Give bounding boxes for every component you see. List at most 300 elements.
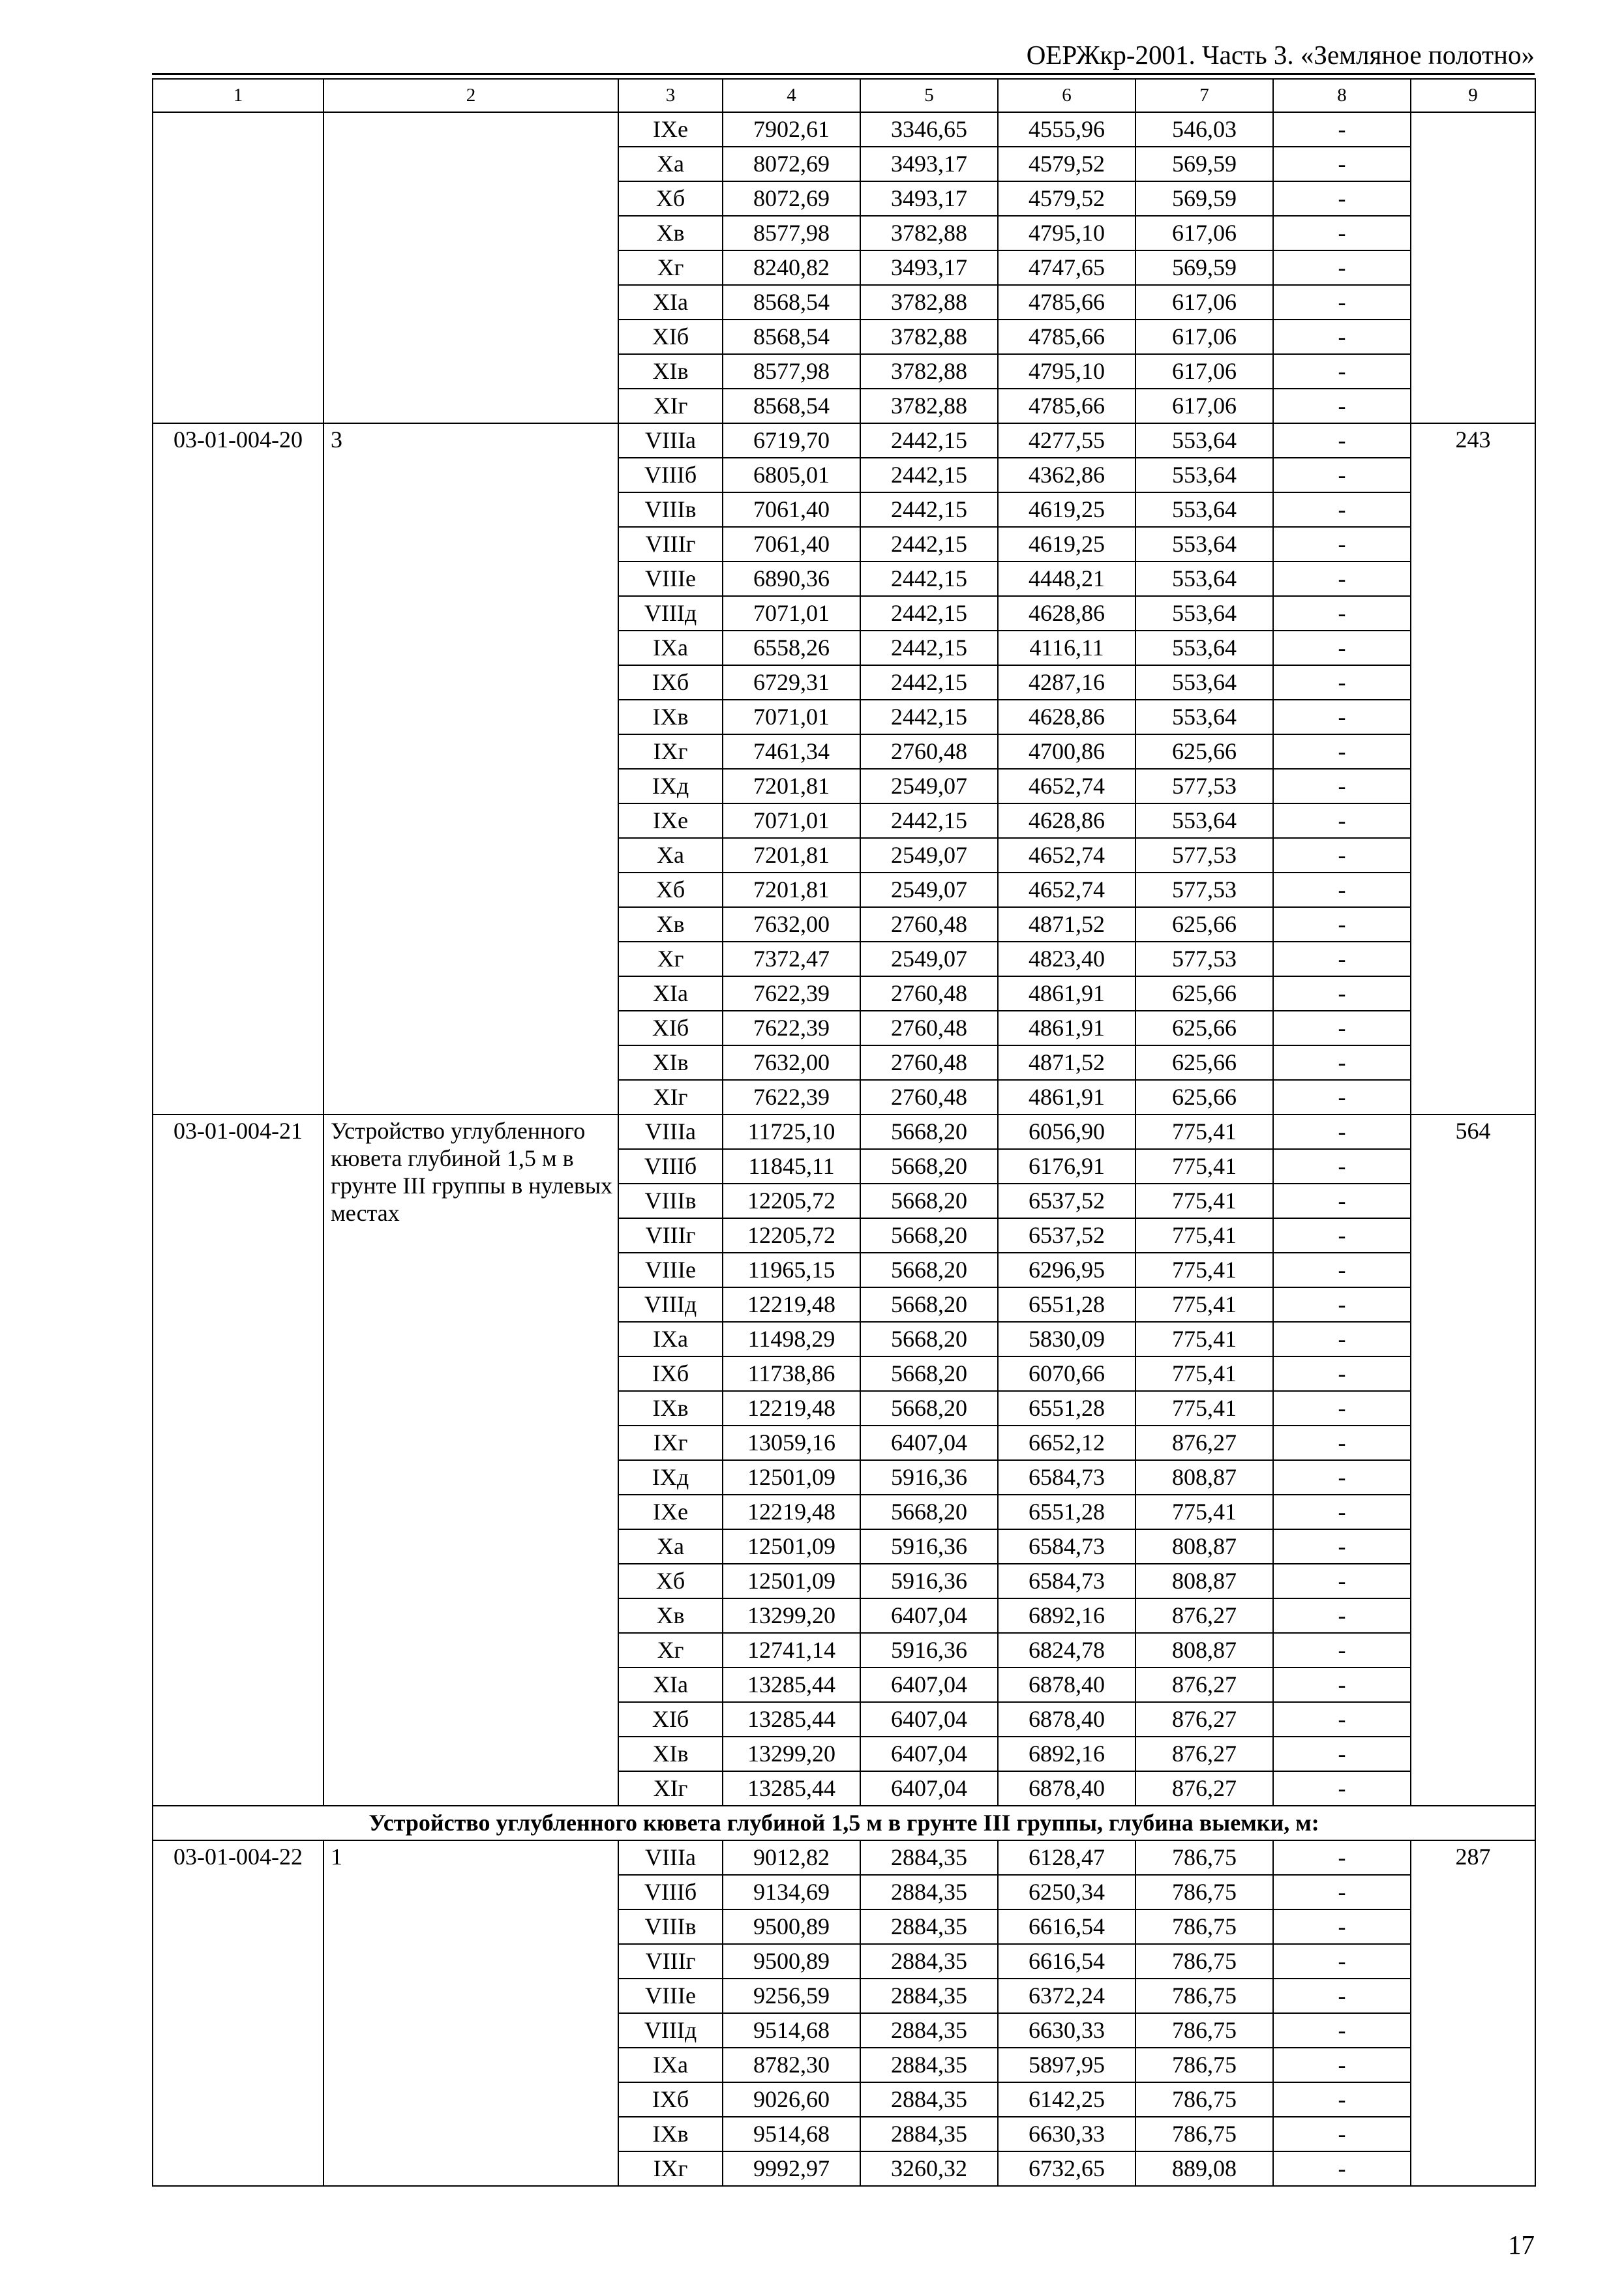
labor-cost-cell: 5668,20 xyxy=(860,1356,998,1391)
total-cost-cell: 7061,40 xyxy=(723,527,860,561)
machine-cost-cell: 4579,52 xyxy=(998,181,1135,216)
driver-wage-cell: 546,03 xyxy=(1135,112,1273,147)
labor-cost-cell: 2549,07 xyxy=(860,769,998,803)
materials-cell: - xyxy=(1273,873,1411,907)
zone-cell: Xа xyxy=(618,1529,723,1564)
machine-cost-cell: 6176,91 xyxy=(998,1149,1135,1184)
labor-cost-cell: 3260,32 xyxy=(860,2151,998,2186)
zone-cell: Xв xyxy=(618,216,723,250)
labor-cost-cell: 6407,04 xyxy=(860,1771,998,1806)
driver-wage-cell: 569,59 xyxy=(1135,250,1273,285)
materials-cell: - xyxy=(1273,1218,1411,1253)
driver-wage-cell: 808,87 xyxy=(1135,1564,1273,1598)
materials-cell: - xyxy=(1273,769,1411,803)
machine-cost-cell: 6250,34 xyxy=(998,1875,1135,1909)
driver-wage-cell: 808,87 xyxy=(1135,1633,1273,1668)
driver-wage-cell: 786,75 xyxy=(1135,1909,1273,1944)
driver-wage-cell: 625,66 xyxy=(1135,1080,1273,1115)
labor-cost-cell: 2884,35 xyxy=(860,2048,998,2082)
total-cost-cell: 12501,09 xyxy=(723,1460,860,1495)
driver-wage-cell: 569,59 xyxy=(1135,147,1273,181)
work-description: 3 xyxy=(323,423,618,1115)
labor-cost-cell: 2760,48 xyxy=(860,976,998,1011)
driver-wage-cell: 553,64 xyxy=(1135,527,1273,561)
materials-cell: - xyxy=(1273,942,1411,976)
column-number-cell: 2 xyxy=(323,79,618,112)
total-cost-cell: 7632,00 xyxy=(723,1045,860,1080)
driver-wage-cell: 786,75 xyxy=(1135,2117,1273,2151)
labor-cost-cell: 2884,35 xyxy=(860,1840,998,1875)
materials-cell: - xyxy=(1273,320,1411,354)
zone-cell: VIIIа xyxy=(618,1840,723,1875)
machine-cost-cell: 6616,54 xyxy=(998,1944,1135,1979)
labor-cost-cell: 5668,20 xyxy=(860,1218,998,1253)
machine-cost-cell: 4861,91 xyxy=(998,976,1135,1011)
machine-cost-cell: 6892,16 xyxy=(998,1737,1135,1771)
labor-cost-cell: 2884,35 xyxy=(860,2082,998,2117)
zone-cell: IXг xyxy=(618,2151,723,2186)
machine-cost-cell: 4277,55 xyxy=(998,423,1135,458)
materials-cell: - xyxy=(1273,1011,1411,1045)
zone-cell: VIIIа xyxy=(618,1115,723,1149)
total-cost-cell: 13285,44 xyxy=(723,1668,860,1702)
total-cost-cell: 8577,98 xyxy=(723,216,860,250)
total-cost-cell: 7622,39 xyxy=(723,1011,860,1045)
zone-cell: XIб xyxy=(618,1702,723,1737)
total-cost-cell: 12205,72 xyxy=(723,1184,860,1218)
materials-cell: - xyxy=(1273,1495,1411,1529)
driver-wage-cell: 775,41 xyxy=(1135,1184,1273,1218)
machine-cost-cell: 6551,28 xyxy=(998,1495,1135,1529)
materials-cell: - xyxy=(1273,1737,1411,1771)
driver-wage-cell: 876,27 xyxy=(1135,1702,1273,1737)
zone-cell: Xб xyxy=(618,181,723,216)
driver-wage-cell: 876,27 xyxy=(1135,1426,1273,1460)
machine-cost-cell: 6824,78 xyxy=(998,1633,1135,1668)
total-cost-cell: 7622,39 xyxy=(723,976,860,1011)
total-cost-cell: 11845,11 xyxy=(723,1149,860,1184)
materials-cell: - xyxy=(1273,216,1411,250)
driver-wage-cell: 775,41 xyxy=(1135,1149,1273,1184)
materials-cell: - xyxy=(1273,1045,1411,1080)
total-cost-cell: 7061,40 xyxy=(723,492,860,527)
total-cost-cell: 7632,00 xyxy=(723,907,860,942)
driver-wage-cell: 553,64 xyxy=(1135,423,1273,458)
total-cost-cell: 7201,81 xyxy=(723,873,860,907)
machine-cost-cell: 4287,16 xyxy=(998,665,1135,700)
materials-cell: - xyxy=(1273,147,1411,181)
total-cost-cell: 8072,69 xyxy=(723,181,860,216)
zone-cell: Xг xyxy=(618,250,723,285)
driver-wage-cell: 808,87 xyxy=(1135,1529,1273,1564)
zone-cell: XIв xyxy=(618,354,723,389)
zone-cell: Xа xyxy=(618,147,723,181)
zone-cell: XIа xyxy=(618,1668,723,1702)
labor-cost-cell: 5668,20 xyxy=(860,1287,998,1322)
total-cost-cell: 9256,59 xyxy=(723,1979,860,2013)
total-cost-cell: 6890,36 xyxy=(723,561,860,596)
labor-cost-cell: 2549,07 xyxy=(860,838,998,873)
labor-cost-cell: 2884,35 xyxy=(860,2013,998,2048)
machine-cost-cell: 4652,74 xyxy=(998,873,1135,907)
materials-cell: - xyxy=(1273,1149,1411,1184)
machine-cost-cell: 4619,25 xyxy=(998,492,1135,527)
materials-cell: - xyxy=(1273,907,1411,942)
total-cost-cell: 11738,86 xyxy=(723,1356,860,1391)
materials-cell: - xyxy=(1273,1391,1411,1426)
labor-cost-cell: 6407,04 xyxy=(860,1668,998,1702)
machine-cost-cell: 6551,28 xyxy=(998,1391,1135,1426)
labor-cost-cell: 2884,35 xyxy=(860,1944,998,1979)
driver-wage-cell: 617,06 xyxy=(1135,320,1273,354)
column-number-cell: 9 xyxy=(1411,79,1535,112)
table-row xyxy=(153,1115,1535,1149)
machine-cost-cell: 4619,25 xyxy=(998,527,1135,561)
materials-cell: - xyxy=(1273,976,1411,1011)
machine-cost-cell: 4362,86 xyxy=(998,458,1135,492)
total-cost-cell: 12501,09 xyxy=(723,1564,860,1598)
zone-cell: VIIIб xyxy=(618,1149,723,1184)
materials-cell: - xyxy=(1273,1979,1411,2013)
labor-cost-cell: 6407,04 xyxy=(860,1737,998,1771)
zone-cell: IXб xyxy=(618,1356,723,1391)
zone-cell: VIIIе xyxy=(618,1253,723,1287)
driver-wage-cell: 775,41 xyxy=(1135,1495,1273,1529)
zone-cell: IXд xyxy=(618,1460,723,1495)
zone-cell: XIг xyxy=(618,1080,723,1115)
labor-cost-cell: 6407,04 xyxy=(860,1598,998,1633)
labor-cost-cell: 5916,36 xyxy=(860,1633,998,1668)
machine-cost-cell: 6372,24 xyxy=(998,1979,1135,2013)
labor-cost-cell: 6407,04 xyxy=(860,1702,998,1737)
machine-cost-cell: 6630,33 xyxy=(998,2013,1135,2048)
work-description: Устройство углубленного кювета глубиной 1,5 м в грунте III группы в нулевых местах xyxy=(323,1115,618,1806)
materials-cell: - xyxy=(1273,838,1411,873)
rate-code: 03-01-004-22 xyxy=(153,1840,323,2186)
driver-wage-cell: 876,27 xyxy=(1135,1737,1273,1771)
driver-wage-cell: 553,64 xyxy=(1135,492,1273,527)
machine-cost-cell: 4823,40 xyxy=(998,942,1135,976)
total-cost-cell: 7201,81 xyxy=(723,838,860,873)
driver-wage-cell: 617,06 xyxy=(1135,216,1273,250)
driver-wage-cell: 553,64 xyxy=(1135,665,1273,700)
labor-cost-cell: 5668,20 xyxy=(860,1149,998,1184)
zone-cell: IXв xyxy=(618,700,723,734)
driver-wage-cell: 553,64 xyxy=(1135,631,1273,665)
column-number-cell: 1 xyxy=(153,79,323,112)
machine-cost-cell: 4795,10 xyxy=(998,354,1135,389)
driver-wage-cell: 625,66 xyxy=(1135,1045,1273,1080)
materials-cell: - xyxy=(1273,1875,1411,1909)
machine-cost-cell: 6296,95 xyxy=(998,1253,1135,1287)
materials-cell: - xyxy=(1273,803,1411,838)
materials-cell: - xyxy=(1273,1460,1411,1495)
machine-cost-cell: 6070,66 xyxy=(998,1356,1135,1391)
materials-cell: - xyxy=(1273,665,1411,700)
materials-cell: - xyxy=(1273,2013,1411,2048)
driver-wage-cell: 577,53 xyxy=(1135,873,1273,907)
total-cost-cell: 8240,82 xyxy=(723,250,860,285)
labor-cost-cell: 3493,17 xyxy=(860,250,998,285)
driver-wage-cell: 786,75 xyxy=(1135,1875,1273,1909)
section-heading-row xyxy=(153,1806,1535,1840)
labor-cost-cell: 2760,48 xyxy=(860,907,998,942)
zone-cell: VIIIе xyxy=(618,561,723,596)
zone-cell: VIIIа xyxy=(618,423,723,458)
total-cost-cell: 7201,81 xyxy=(723,769,860,803)
table-row xyxy=(153,423,1535,458)
materials-cell: - xyxy=(1273,1115,1411,1149)
zone-cell: VIIIг xyxy=(618,527,723,561)
machine-cost-cell: 6537,52 xyxy=(998,1184,1135,1218)
total-cost-cell: 13059,16 xyxy=(723,1426,860,1460)
zone-cell: VIIIд xyxy=(618,1287,723,1322)
materials-cell: - xyxy=(1273,527,1411,561)
labor-cost-cell: 5916,36 xyxy=(860,1529,998,1564)
driver-wage-cell: 876,27 xyxy=(1135,1668,1273,1702)
labor-cost-cell: 2442,15 xyxy=(860,492,998,527)
driver-wage-cell: 577,53 xyxy=(1135,838,1273,873)
machine-cost-cell: 6537,52 xyxy=(998,1218,1135,1253)
work-description: 1 xyxy=(323,1840,618,2186)
driver-wage-cell: 617,06 xyxy=(1135,354,1273,389)
zone-cell: IXд xyxy=(618,769,723,803)
labor-cost-cell: 2760,48 xyxy=(860,1080,998,1115)
materials-cell: - xyxy=(1273,1322,1411,1356)
materials-cell: - xyxy=(1273,458,1411,492)
machine-cost-cell: 6878,40 xyxy=(998,1771,1135,1806)
total-cost-cell: 8568,54 xyxy=(723,320,860,354)
labor-cost-cell: 2442,15 xyxy=(860,665,998,700)
document-title: ОЕРЖкр-2001. Часть 3. «Земляное полотно» xyxy=(1026,40,1535,70)
total-cost-cell: 7071,01 xyxy=(723,803,860,838)
zone-cell: IXа xyxy=(618,2048,723,2082)
materials-cell: - xyxy=(1273,1840,1411,1875)
materials-cell: - xyxy=(1273,181,1411,216)
materials-cell: - xyxy=(1273,1944,1411,1979)
machine-cost-cell: 6616,54 xyxy=(998,1909,1135,1944)
labor-cost-cell: 2549,07 xyxy=(860,873,998,907)
driver-wage-cell: 786,75 xyxy=(1135,2048,1273,2082)
materials-cell: - xyxy=(1273,1426,1411,1460)
zone-cell: VIIIв xyxy=(618,1184,723,1218)
driver-wage-cell: 617,06 xyxy=(1135,389,1273,423)
driver-wage-cell: 775,41 xyxy=(1135,1218,1273,1253)
labor-cost-cell: 2760,48 xyxy=(860,734,998,769)
driver-wage-cell: 876,27 xyxy=(1135,1771,1273,1806)
labor-cost-cell: 3782,88 xyxy=(860,320,998,354)
materials-cell: - xyxy=(1273,389,1411,423)
driver-wage-cell: 775,41 xyxy=(1135,1391,1273,1426)
work-description xyxy=(323,112,618,423)
driver-wage-cell: 808,87 xyxy=(1135,1460,1273,1495)
driver-wage-cell: 775,41 xyxy=(1135,1356,1273,1391)
labor-cost-cell: 3782,88 xyxy=(860,354,998,389)
table-row xyxy=(153,112,1535,147)
materials-cell: - xyxy=(1273,1564,1411,1598)
materials-cell: - xyxy=(1273,1529,1411,1564)
zone-cell: Xг xyxy=(618,942,723,976)
materials-cell: - xyxy=(1273,1253,1411,1287)
labor-cost-cell: 3782,88 xyxy=(860,216,998,250)
total-cost-cell: 12741,14 xyxy=(723,1633,860,1668)
labor-hours-cell: 564 xyxy=(1411,1115,1535,1806)
total-cost-cell: 13299,20 xyxy=(723,1737,860,1771)
machine-cost-cell: 6142,25 xyxy=(998,2082,1135,2117)
total-cost-cell: 13285,44 xyxy=(723,1702,860,1737)
labor-hours-cell xyxy=(1411,112,1535,423)
total-cost-cell: 8072,69 xyxy=(723,147,860,181)
driver-wage-cell: 775,41 xyxy=(1135,1115,1273,1149)
machine-cost-cell: 4555,96 xyxy=(998,112,1135,147)
driver-wage-cell: 876,27 xyxy=(1135,1598,1273,1633)
column-number-cell: 6 xyxy=(998,79,1135,112)
materials-cell: - xyxy=(1273,112,1411,147)
zone-cell: VIIIд xyxy=(618,2013,723,2048)
labor-cost-cell: 5668,20 xyxy=(860,1391,998,1426)
driver-wage-cell: 775,41 xyxy=(1135,1287,1273,1322)
labor-cost-cell: 5668,20 xyxy=(860,1495,998,1529)
driver-wage-cell: 553,64 xyxy=(1135,700,1273,734)
labor-cost-cell: 3782,88 xyxy=(860,285,998,320)
total-cost-cell: 11965,15 xyxy=(723,1253,860,1287)
labor-cost-cell: 3493,17 xyxy=(860,181,998,216)
labor-cost-cell: 2442,15 xyxy=(860,596,998,631)
zone-cell: Xв xyxy=(618,907,723,942)
materials-cell: - xyxy=(1273,1080,1411,1115)
materials-cell: - xyxy=(1273,423,1411,458)
driver-wage-cell: 786,75 xyxy=(1135,2082,1273,2117)
labor-cost-cell: 3782,88 xyxy=(860,389,998,423)
rate-code: 03-01-004-21 xyxy=(153,1115,323,1806)
driver-wage-cell: 553,64 xyxy=(1135,596,1273,631)
zone-cell: IXе xyxy=(618,112,723,147)
materials-cell: - xyxy=(1273,1287,1411,1322)
materials-cell: - xyxy=(1273,1668,1411,1702)
total-cost-cell: 9134,69 xyxy=(723,1875,860,1909)
total-cost-cell: 9992,97 xyxy=(723,2151,860,2186)
zone-cell: VIIIе xyxy=(618,1979,723,2013)
labor-cost-cell: 2884,35 xyxy=(860,1875,998,1909)
total-cost-cell: 11498,29 xyxy=(723,1322,860,1356)
total-cost-cell: 11725,10 xyxy=(723,1115,860,1149)
column-number-cell: 7 xyxy=(1135,79,1273,112)
machine-cost-cell: 6630,33 xyxy=(998,2117,1135,2151)
labor-cost-cell: 5916,36 xyxy=(860,1564,998,1598)
machine-cost-cell: 4652,74 xyxy=(998,769,1135,803)
column-number-cell: 5 xyxy=(860,79,998,112)
total-cost-cell: 12219,48 xyxy=(723,1287,860,1322)
materials-cell: - xyxy=(1273,2151,1411,2186)
machine-cost-cell: 4628,86 xyxy=(998,700,1135,734)
materials-cell: - xyxy=(1273,2082,1411,2117)
machine-cost-cell: 6892,16 xyxy=(998,1598,1135,1633)
machine-cost-cell: 6056,90 xyxy=(998,1115,1135,1149)
driver-wage-cell: 553,64 xyxy=(1135,561,1273,596)
zone-cell: Xа xyxy=(618,838,723,873)
total-cost-cell: 8568,54 xyxy=(723,389,860,423)
driver-wage-cell: 553,64 xyxy=(1135,803,1273,838)
total-cost-cell: 13285,44 xyxy=(723,1771,860,1806)
zone-cell: IXе xyxy=(618,1495,723,1529)
driver-wage-cell: 889,08 xyxy=(1135,2151,1273,2186)
labor-cost-cell: 2442,15 xyxy=(860,423,998,458)
labor-cost-cell: 5668,20 xyxy=(860,1322,998,1356)
machine-cost-cell: 4116,11 xyxy=(998,631,1135,665)
total-cost-cell: 9514,68 xyxy=(723,2013,860,2048)
page-number: 17 xyxy=(1508,2230,1535,2260)
driver-wage-cell: 577,53 xyxy=(1135,942,1273,976)
materials-cell: - xyxy=(1273,1598,1411,1633)
machine-cost-cell: 6128,47 xyxy=(998,1840,1135,1875)
zone-cell: IXв xyxy=(618,1391,723,1426)
total-cost-cell: 13299,20 xyxy=(723,1598,860,1633)
page-header xyxy=(152,38,1535,72)
machine-cost-cell: 4628,86 xyxy=(998,803,1135,838)
driver-wage-cell: 775,41 xyxy=(1135,1253,1273,1287)
zone-cell: XIг xyxy=(618,1771,723,1806)
zone-cell: VIIIд xyxy=(618,596,723,631)
zone-cell: IXа xyxy=(618,631,723,665)
machine-cost-cell: 4861,91 xyxy=(998,1011,1135,1045)
driver-wage-cell: 553,64 xyxy=(1135,458,1273,492)
total-cost-cell: 6729,31 xyxy=(723,665,860,700)
zone-cell: Xб xyxy=(618,1564,723,1598)
zone-cell: Xв xyxy=(618,1598,723,1633)
materials-cell: - xyxy=(1273,596,1411,631)
machine-cost-cell: 6878,40 xyxy=(998,1702,1135,1737)
materials-cell: - xyxy=(1273,631,1411,665)
zone-cell: XIа xyxy=(618,976,723,1011)
total-cost-cell: 9514,68 xyxy=(723,2117,860,2151)
labor-cost-cell: 5668,20 xyxy=(860,1115,998,1149)
machine-cost-cell: 4579,52 xyxy=(998,147,1135,181)
materials-cell: - xyxy=(1273,2117,1411,2151)
labor-cost-cell: 5668,20 xyxy=(860,1184,998,1218)
zone-cell: XIб xyxy=(618,1011,723,1045)
machine-cost-cell: 6584,73 xyxy=(998,1564,1135,1598)
labor-cost-cell: 2884,35 xyxy=(860,1909,998,1944)
materials-cell: - xyxy=(1273,492,1411,527)
materials-cell: - xyxy=(1273,1633,1411,1668)
materials-cell: - xyxy=(1273,561,1411,596)
zone-cell: Xг xyxy=(618,1633,723,1668)
machine-cost-cell: 4871,52 xyxy=(998,1045,1135,1080)
zone-cell: IXа xyxy=(618,1322,723,1356)
zone-cell: Xб xyxy=(618,873,723,907)
materials-cell: - xyxy=(1273,1702,1411,1737)
zone-cell: IXг xyxy=(618,734,723,769)
labor-cost-cell: 2442,15 xyxy=(860,458,998,492)
zone-cell: XIг xyxy=(618,389,723,423)
machine-cost-cell: 5830,09 xyxy=(998,1322,1135,1356)
driver-wage-cell: 775,41 xyxy=(1135,1322,1273,1356)
materials-cell: - xyxy=(1273,1771,1411,1806)
section-heading: Устройство углубленного кювета глубиной 1,5 м в грунте III группы, глубина выемки, м: xyxy=(153,1806,1535,1840)
total-cost-cell: 12219,48 xyxy=(723,1391,860,1426)
zone-cell: VIIIв xyxy=(618,1909,723,1944)
materials-cell: - xyxy=(1273,1356,1411,1391)
driver-wage-cell: 786,75 xyxy=(1135,1840,1273,1875)
labor-cost-cell: 3346,65 xyxy=(860,112,998,147)
machine-cost-cell: 4700,86 xyxy=(998,734,1135,769)
driver-wage-cell: 569,59 xyxy=(1135,181,1273,216)
driver-wage-cell: 617,06 xyxy=(1135,285,1273,320)
machine-cost-cell: 6551,28 xyxy=(998,1287,1135,1322)
labor-hours-cell: 243 xyxy=(1411,423,1535,1115)
zone-cell: IXг xyxy=(618,1426,723,1460)
machine-cost-cell: 6732,65 xyxy=(998,2151,1135,2186)
